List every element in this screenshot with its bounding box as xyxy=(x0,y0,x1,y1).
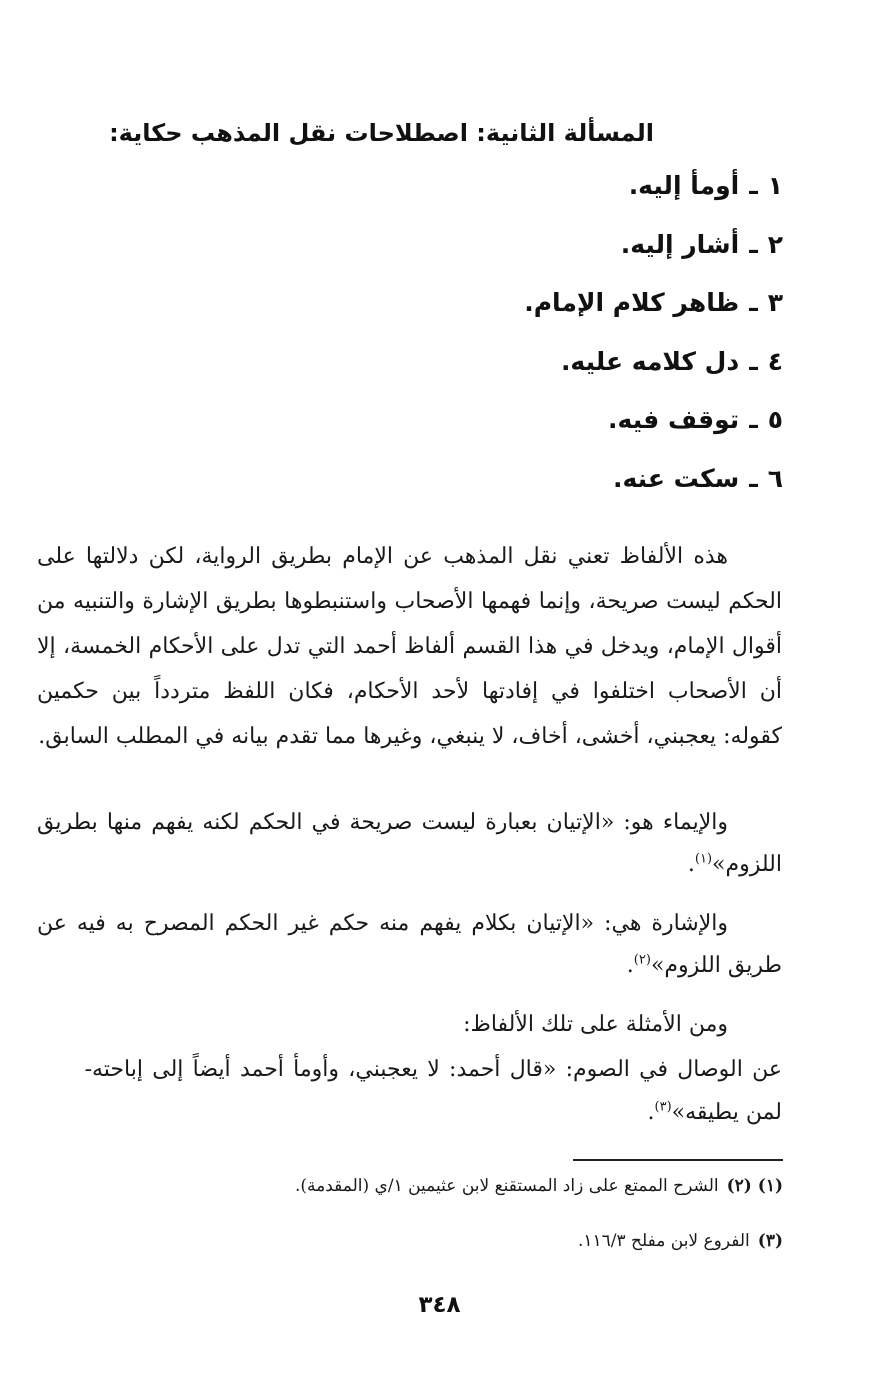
page-number: ٣٤٨ xyxy=(418,1292,461,1318)
list-item xyxy=(383,461,783,520)
footnote-mark: (١) (٢) xyxy=(726,1176,783,1196)
paragraph-explanation: هذه الألفاظ تعني نقل المذهب عن الإمام بطريق الرواية، لكن دلالتها على الحكم ليست صريحة، وإنما فهمها الأصحاب واستنبطوها بطريق الإشارة والتنبيه من أقوال الإمام، ويدخل في هذا القسم ألفاظ أحمد التي تدل على الأحكام الخمسة، إلا أن الأصحاب اختلفوا في إفادتها لأحد الأحكام، فكان اللفظ متردداً بين حكمين كقوله: يعجبني، أخشى، أخاف، لا ينبغي، وغيرها مما تقدم بيانه في المطلب السابق. xyxy=(37,544,782,749)
footnote-ref[interactable]: (٢) xyxy=(633,952,651,968)
paragraph-end: . xyxy=(626,953,634,978)
paragraph-imaa-definition xyxy=(37,802,782,886)
footnote-ref[interactable]: (٣) xyxy=(654,1099,672,1115)
list-dash: ـ xyxy=(749,463,758,493)
footnote-mark: (٣) xyxy=(757,1231,783,1251)
section-heading: المسألة الثانية: اصطلاحات نقل المذهب حكاية: xyxy=(109,119,654,147)
list-text: دل كلامه عليه. xyxy=(560,346,740,376)
footnote xyxy=(38,1171,783,1201)
footnote-text: الشرح الممتع على زاد المستقنع لابن عثيمين ١/ي (المقدمة). xyxy=(294,1176,719,1196)
list-dash: ـ xyxy=(749,171,758,200)
list-item xyxy=(383,168,783,227)
paragraph-ishara-definition xyxy=(37,903,782,987)
list-text: سكت عنه. xyxy=(612,463,740,493)
list-number: ٤ xyxy=(767,346,783,376)
list-item xyxy=(383,285,783,344)
paragraph-examples-intro: ومن الأمثلة على تلك الألفاظ: xyxy=(463,1012,728,1037)
list-text: أشار إليه. xyxy=(620,229,740,259)
list-number: ٥ xyxy=(767,405,783,434)
paragraph-text: والإشارة هي: «الإتيان بكلام يفهم منه حكم غير الحكم المصرح به فيه عن طريق اللزوم» xyxy=(37,911,782,978)
list-number: ٦ xyxy=(767,463,783,493)
list-number: ٢ xyxy=(767,229,783,259)
list-dash: ـ xyxy=(749,229,758,259)
paragraph-end: . xyxy=(687,852,695,877)
paragraph-end: . xyxy=(647,1100,655,1125)
paragraph-text: والإيماء هو: «الإتيان بعبارة ليست صريحة في الحكم لكنه يفهم منها بطريق اللزوم» xyxy=(37,810,782,877)
footnote xyxy=(38,1226,783,1256)
list-dash: ـ xyxy=(749,405,758,434)
example-text-wrap xyxy=(92,1048,782,1134)
list-text: أومأ إليه. xyxy=(628,171,740,200)
bullet-dash: - xyxy=(84,1057,92,1082)
list-number: ١ xyxy=(767,171,783,200)
footnote-divider xyxy=(573,1159,783,1161)
list-dash: ـ xyxy=(749,346,758,376)
example-bullet xyxy=(37,1048,782,1134)
footnote-text: الفروع لابن مفلح ١١٦/٣. xyxy=(577,1231,750,1251)
terms-list xyxy=(383,168,783,519)
list-number: ٣ xyxy=(767,288,783,317)
list-item xyxy=(383,344,783,403)
list-item xyxy=(383,227,783,286)
list-text: ظاهر كلام الإمام. xyxy=(524,288,740,317)
example-text: عن الوصال في الصوم: «قال أحمد: لا يعجبني، وأومأ أحمد أيضاً إلى إباحته لمن يطيقه» xyxy=(92,1057,782,1125)
list-text: توقف فيه. xyxy=(608,405,740,434)
list-item xyxy=(383,402,783,461)
list-dash: ـ xyxy=(749,288,758,317)
footnote-ref[interactable]: (١) xyxy=(694,851,713,867)
